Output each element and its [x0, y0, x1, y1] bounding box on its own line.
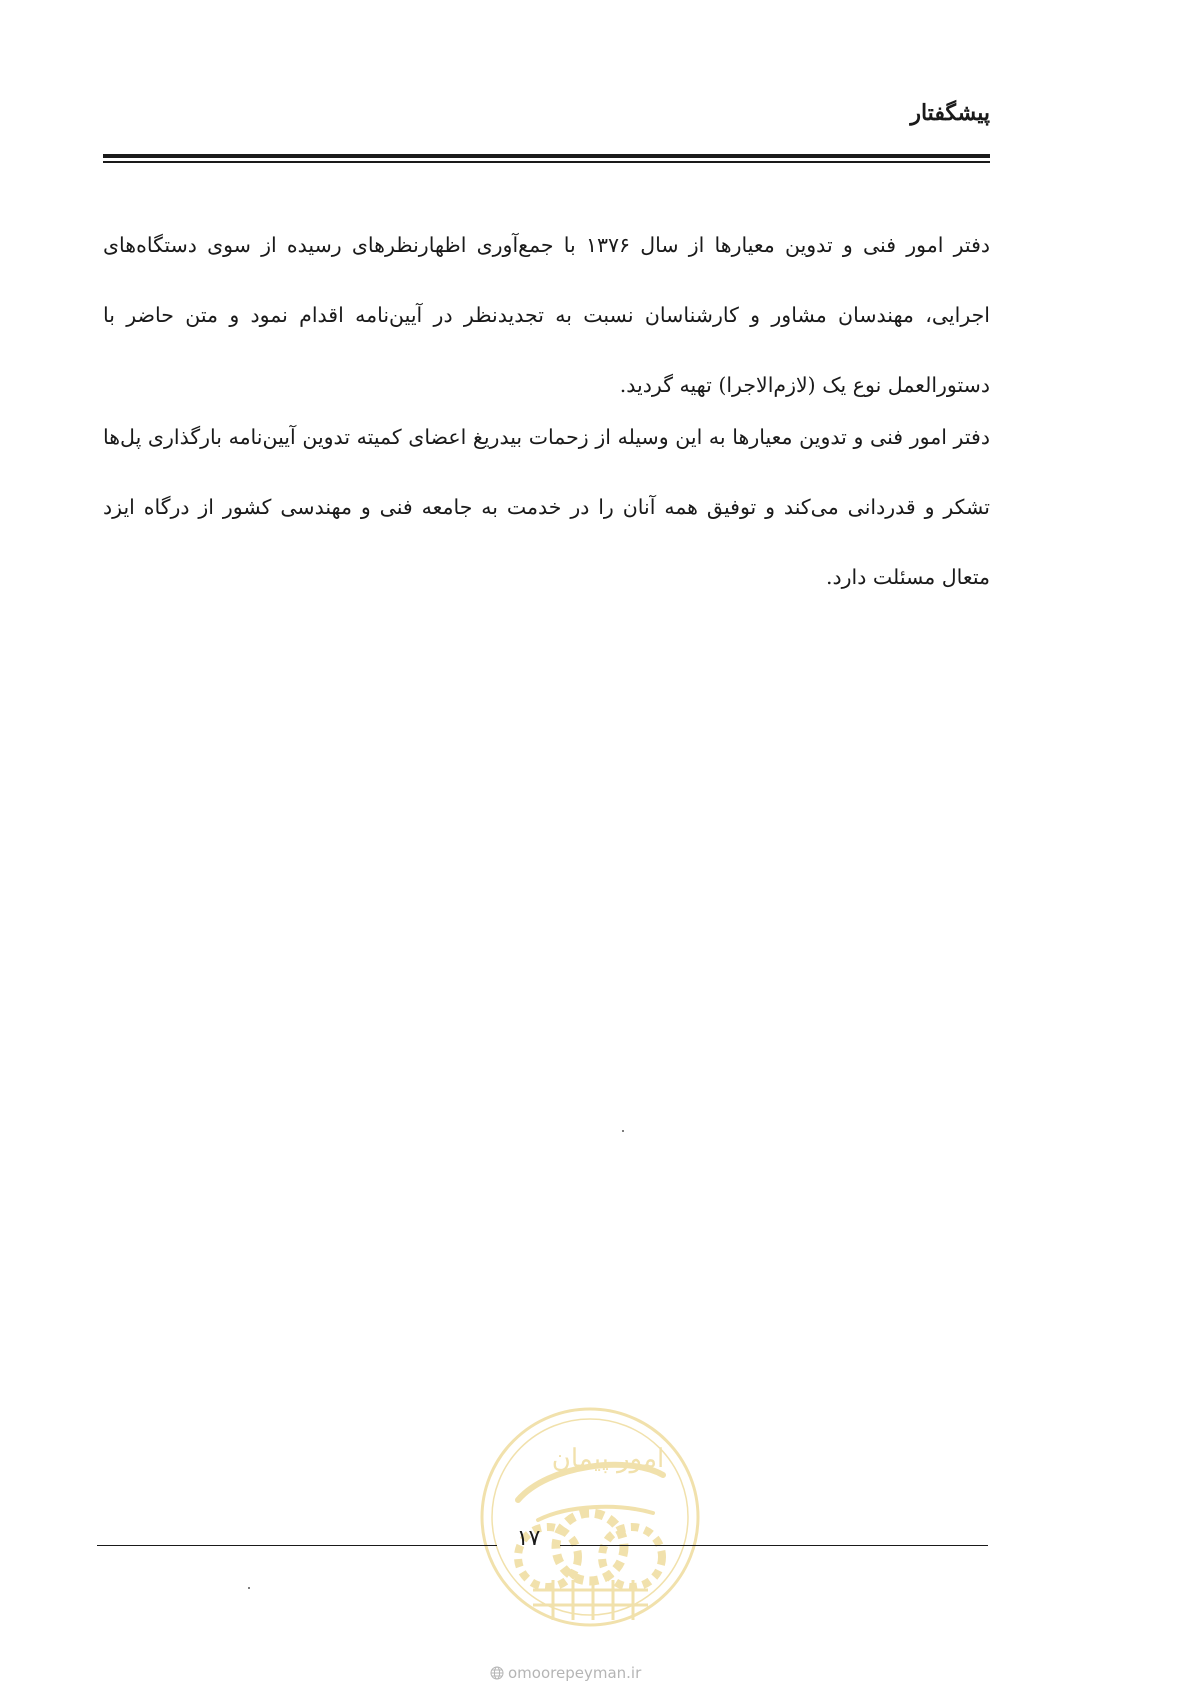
header-double-rule: [103, 154, 990, 164]
header-rule-thick: [103, 154, 990, 158]
scan-speck: [622, 1130, 624, 1132]
globe-icon: [490, 1666, 504, 1680]
watermark-logo-text: امور پیمان: [551, 1444, 665, 1474]
paragraph-2: دفتر امور فنی و تدوین معیارها به این وسیله از زحمات بیدریغ اعضای کمیته تدوین آیین‌نامه بارگذاری پل‌ها تشکر و قدردانی می‌کند و توفیق همه آنان را در خدمت به جامعه فنی و مهندسی کشور از درگاه ایزد متعال مسئلت دارد.: [103, 425, 990, 589]
watermark-url-text: omoorepeyman.ir: [508, 1664, 642, 1682]
paragraph-1: دفتر امور فنی و تدوین معیارها از سال ۱۳۷۶ با جمع‌آوری اظهارنظرهای رسیده از سوی دستگاه‌های اجرایی، مهندسان مشاور و کارشناسان نسبت به تجدیدنظر در آیین‌نامه اقدام نمود و متن حاضر با دستورالعمل نوع یک (لازم‌الاجرا) تهیه گردید.: [103, 233, 991, 397]
watermark-logo: [478, 1405, 702, 1629]
body-text: [103, 210, 990, 612]
header-rule-thin: [103, 161, 990, 163]
page-number: ۱۷: [516, 1526, 541, 1551]
scan-speck: [248, 1587, 250, 1589]
watermark-url: [490, 1664, 641, 1682]
omoorepeyman-seal-icon: [478, 1405, 702, 1629]
page-title: پیشگفتار: [910, 100, 990, 126]
footer-rule-left: [97, 1545, 497, 1546]
footer-rule-right: [560, 1545, 988, 1546]
